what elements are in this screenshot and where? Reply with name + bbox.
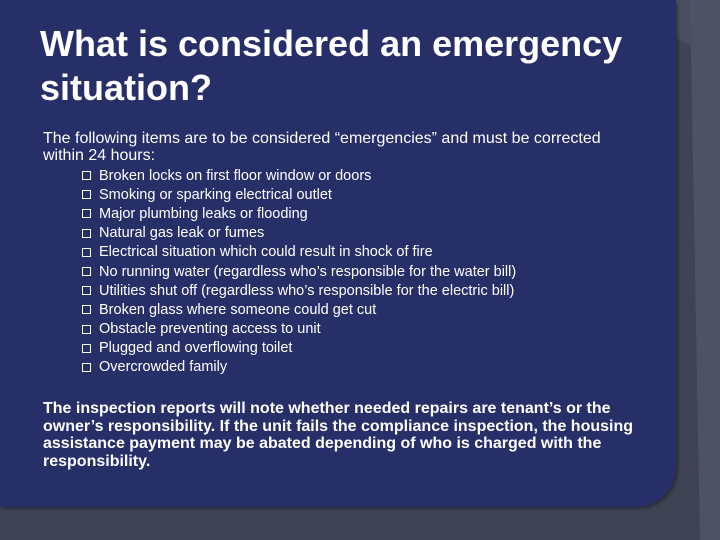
list-item (82, 262, 642, 281)
list-item-label: Electrical situation which could result in shock of fire (99, 244, 433, 261)
emergency-list (82, 166, 642, 377)
checkbox-bullet-icon (82, 267, 91, 276)
checkbox-bullet-icon (82, 305, 91, 314)
list-item (82, 204, 642, 223)
checkbox-bullet-icon (82, 248, 91, 257)
checkbox-bullet-icon (82, 344, 91, 353)
list-item (82, 185, 642, 204)
list-item-label: No running water (regardless who’s responsible for the water bill) (99, 263, 517, 280)
list-item (82, 281, 642, 300)
list-item (82, 339, 642, 358)
slide-title: What is considered an emergency situation? (40, 23, 623, 108)
list-item-label: Natural gas leak or fumes (99, 225, 265, 242)
checkbox-bullet-icon (82, 286, 91, 295)
list-item-label: Broken glass where someone could get cut (99, 301, 377, 318)
checkbox-bullet-icon (82, 363, 91, 372)
list-item-label: Obstacle preventing access to unit (99, 321, 321, 338)
list-item (82, 300, 642, 319)
checkbox-bullet-icon (82, 209, 91, 218)
checkbox-bullet-icon (82, 190, 91, 199)
list-item-label: Overcrowded family (99, 359, 228, 376)
list-item-label: Major plumbing leaks or flooding (99, 205, 308, 222)
list-item (82, 320, 642, 339)
list-item (82, 243, 642, 262)
list-item-label: Broken locks on first floor window or doors (99, 167, 372, 184)
list-item (82, 358, 642, 377)
intro-text: The following items are to be considered “emergencies” and must be corrected within 24 hours: (43, 130, 601, 164)
checkbox-bullet-icon (82, 325, 91, 334)
list-item (82, 224, 642, 243)
list-item-label: Smoking or sparking electrical outlet (99, 186, 332, 203)
outro-text: The inspection reports will note whether needed repairs are tenant’s or the owner’s responsibility. If the unit fails the compliance inspection, the housing assistance payment may be abated depending of who is charged with the responsibility. (43, 400, 633, 470)
list-item-label: Utilities shut off (regardless who’s responsible for the electric bill) (99, 282, 515, 299)
list-item-label: Plugged and overflowing toilet (99, 340, 293, 357)
list-item (82, 166, 642, 185)
checkbox-bullet-icon (82, 229, 91, 238)
checkbox-bullet-icon (82, 171, 91, 180)
